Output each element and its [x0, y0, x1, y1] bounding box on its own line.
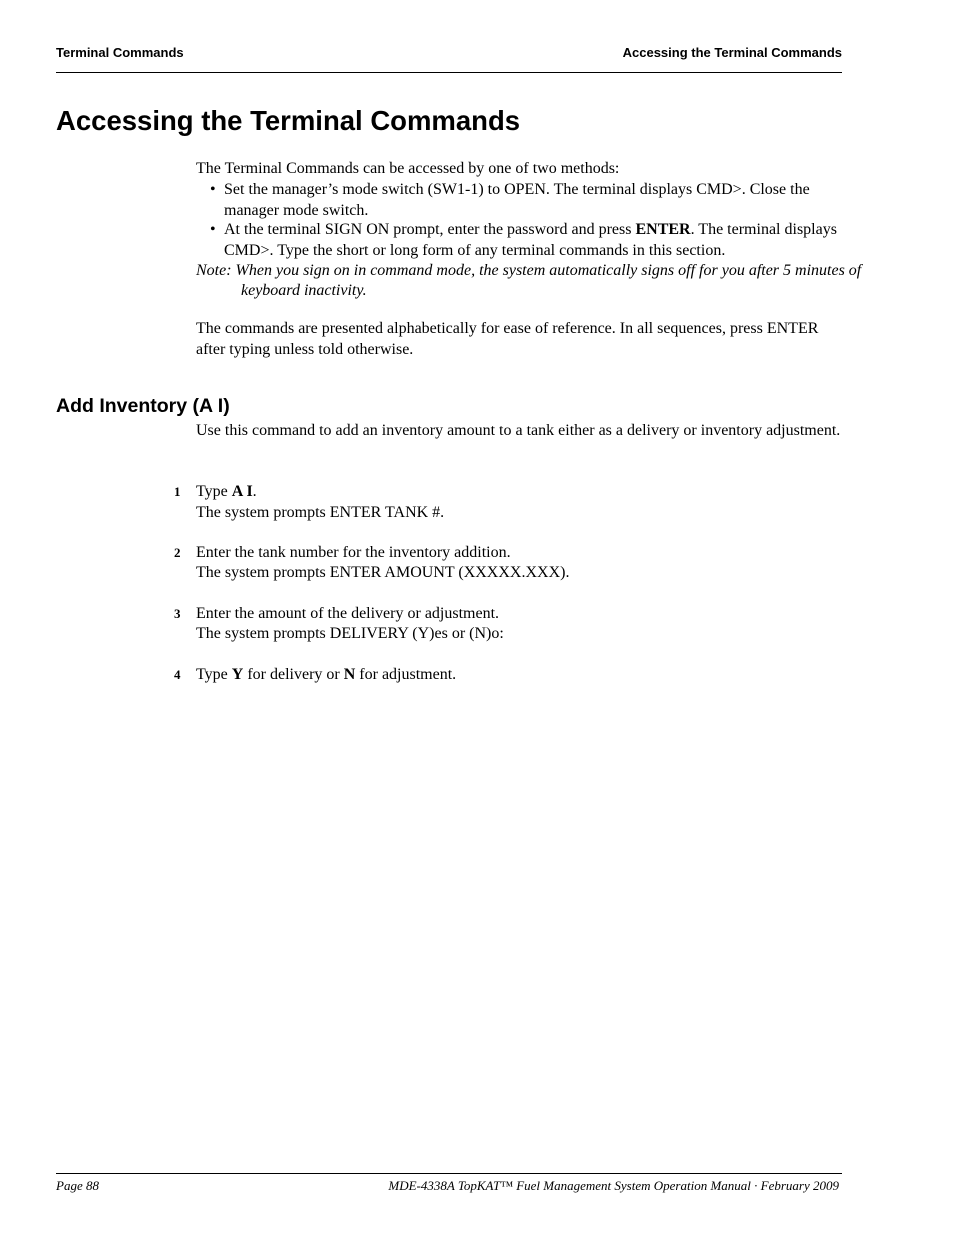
- section-description: Use this command to add an inventory amount to a tank either as a delivery or inventory adjustment.: [196, 422, 841, 439]
- page-footer: [56, 1173, 842, 1193]
- step-result: The system prompts DELIVERY (Y)es or (N)o:: [196, 625, 504, 642]
- header-page-topic: Accessing the Terminal Commands: [622, 45, 842, 60]
- step-result: The system prompts ENTER AMOUNT (XXXXX.XXX).: [196, 564, 570, 581]
- body-paragraph: The commands are presented alphabetically for ease of reference. In all sequences, press ENTER after typing unless told otherwise.: [196, 320, 819, 358]
- step-instruction: Type A I.: [196, 483, 257, 500]
- page-number: Page 88: [56, 1178, 99, 1193]
- section-title: Add Inventory (A I): [56, 395, 230, 417]
- bullet-dot-icon: •: [210, 181, 216, 198]
- bullet-text: At the terminal SIGN ON prompt, enter the password and press ENTER. The terminal displays CMD>. Type the short or long form of any terminal commands in this section.: [224, 221, 837, 259]
- bullet-dot-icon: •: [210, 221, 216, 238]
- note-text: Note: When you sign on in command mode, the system automatically signs off for you after 5 minutes of keyboard inactivity.: [196, 262, 862, 299]
- step-result: The system prompts ENTER TANK #.: [196, 504, 445, 521]
- step-number: 2: [174, 545, 181, 560]
- step-instruction: Enter the amount of the delivery or adjustment.: [196, 605, 500, 622]
- intro-text: The Terminal Commands can be accessed by one of two methods:: [196, 160, 620, 177]
- page-title: Accessing the Terminal Commands: [56, 105, 521, 136]
- step-number: 1: [174, 484, 181, 499]
- step-instruction: Enter the tank number for the inventory addition.: [196, 544, 511, 561]
- step-number: 4: [174, 667, 181, 682]
- step-instruction: Type Y for delivery or N for adjustment.: [196, 666, 457, 683]
- document-title: MDE-4338A TopKAT™ Fuel Management System Operation Manual · February 2009: [388, 1178, 839, 1193]
- header-section-title: Terminal Commands: [56, 45, 184, 60]
- step-number: 3: [174, 606, 181, 621]
- page-header: [56, 45, 842, 73]
- bullet-text: Set the manager’s mode switch (SW1-1) to OPEN. The terminal displays CMD>. Close the manager mode switch.: [224, 181, 810, 219]
